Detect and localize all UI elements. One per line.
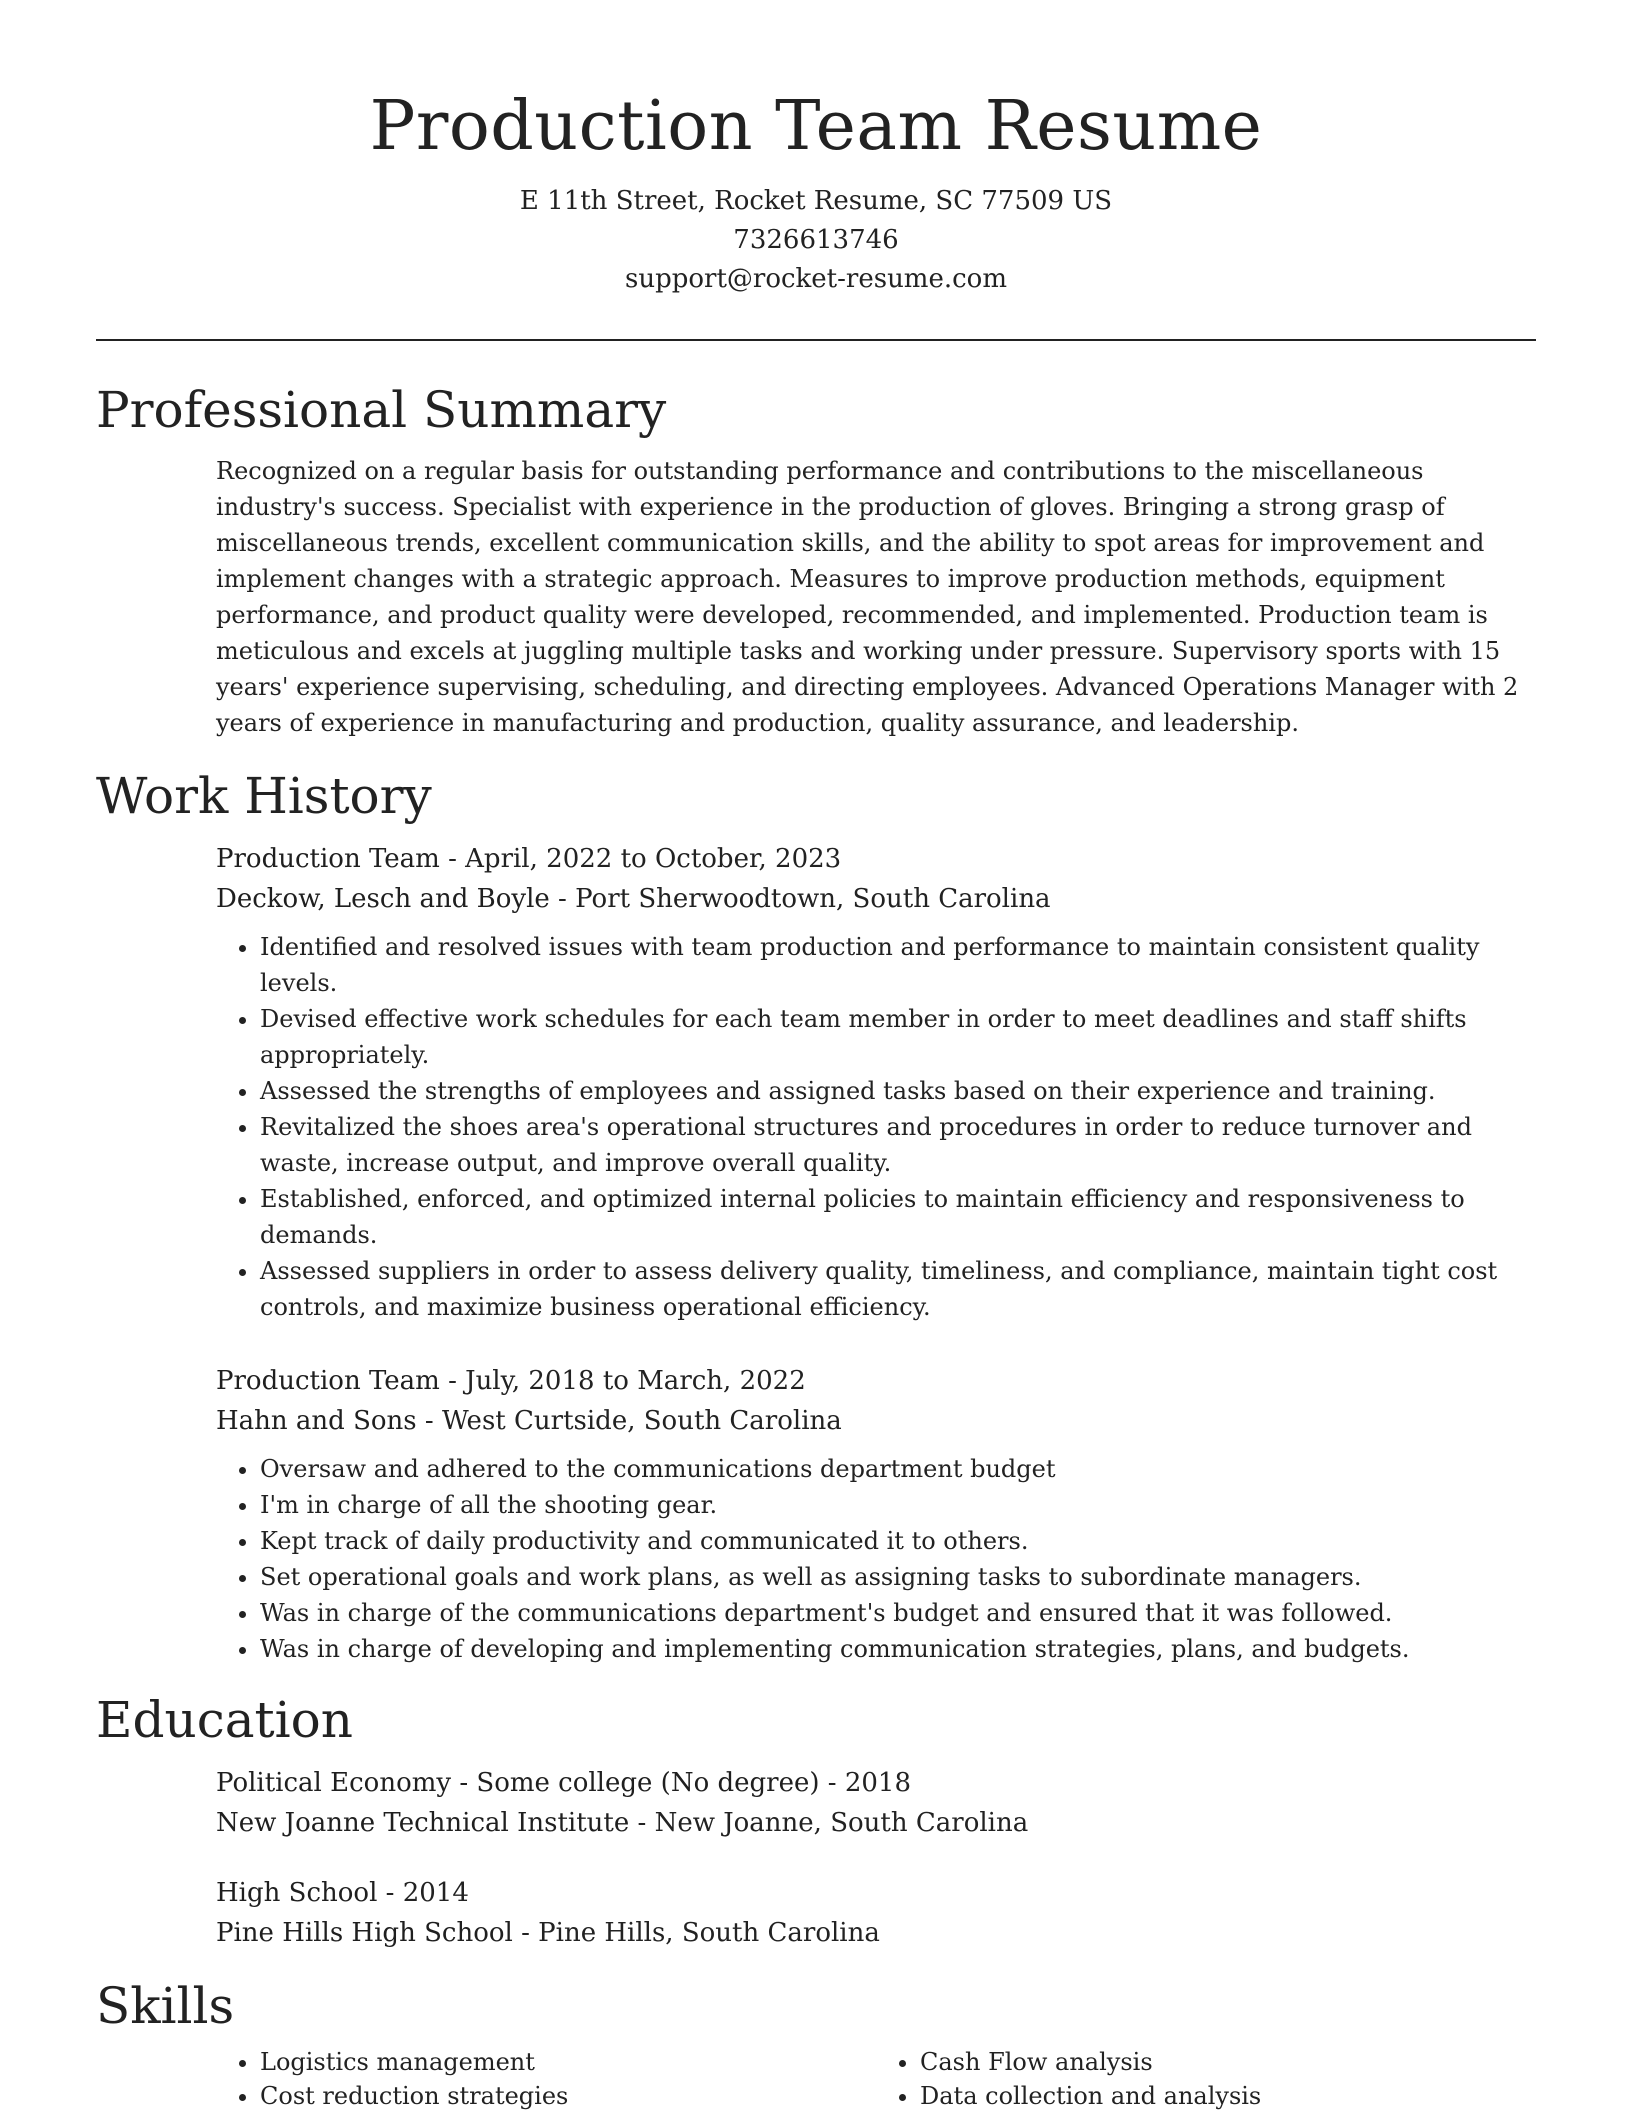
list-item: • Kept track of daily productivity and communicated it to others. — [260, 1523, 1536, 1559]
job-company: Hahn and Sons — [216, 1406, 417, 1436]
job-company-line — [216, 879, 1536, 919]
education-program: Political Economy - Some college (No degree) — [216, 1768, 820, 1798]
education-section — [216, 1763, 1536, 1953]
phone: 7326613746 — [733, 225, 899, 255]
job-role-line — [216, 1361, 1536, 1401]
header-divider — [96, 339, 1536, 341]
education-entry — [216, 1763, 1536, 1843]
education-entry — [216, 1873, 1536, 1953]
work-history-section — [216, 839, 1536, 1667]
education-school-line — [216, 1913, 1536, 1953]
education-location: - Pine Hills, South Carolina — [512, 1918, 880, 1948]
list-item: • I'm in charge of all the shooting gear. — [260, 1487, 1536, 1523]
job-bullets — [216, 929, 1536, 1325]
education-location: - New Joanne, South Carolina — [629, 1808, 1029, 1838]
skill-item: • Logistics management — [260, 2045, 876, 2079]
education-program-line — [216, 1873, 1536, 1913]
job-dates: - April, 2022 to October, 2023 — [439, 844, 842, 874]
summary-text: Recognized on a regular basis for outstanding performance and contributions to the miscellaneous industry's success. Specialist with experience in the production of gloves. Bringing a strong grasp of miscellaneous trends, excellent communication skills, and the ability to spot areas for improvement and implement changes with a strategic approach. Measures to improve production methods, equipment performance, and product quality were developed, recommended, and implemented. Production team is meticulous and excels at juggling multiple tasks and working under pressure. Supervisory sports with 15 years' experience supervising, scheduling, and directing employees. Advanced Operations Manager with 2 years of experience in manufacturing and production, quality assurance, and leadership. — [216, 457, 1519, 737]
list-item: • Devised effective work schedules for each team member in order to meet deadlines and staff shifts appropriately. — [260, 1001, 1536, 1073]
summary-heading: Professional Summary — [96, 381, 667, 439]
list-item: • Identified and resolved issues with team production and performance to maintain consistent quality levels. — [260, 929, 1536, 1001]
skills-section — [216, 2045, 1536, 2113]
list-item: • Revitalized the shoes area's operational structures and procedures in order to reduce turnover and waste, increase output, and improve overall quality. — [260, 1109, 1536, 1181]
resume-page — [96, 0, 1536, 2113]
list-item: • Was in charge of developing and implementing communication strategies, plans, and budgets. — [260, 1631, 1536, 1667]
summary-section — [216, 453, 1536, 741]
job-company: Deckow, Lesch and Boyle — [216, 884, 550, 914]
job-bullets — [216, 1451, 1536, 1667]
list-item: • Oversaw and adhered to the communications department budget — [260, 1451, 1536, 1487]
work-history-heading: Work History — [96, 767, 432, 825]
job-role-line — [216, 839, 1536, 879]
list-item: • Established, enforced, and optimized internal policies to maintain efficiency and responsiveness to demands. — [260, 1181, 1536, 1253]
skills-heading: Skills — [96, 1977, 235, 2035]
education-year: - 2018 — [819, 1768, 911, 1798]
education-program: High School — [216, 1878, 378, 1908]
list-item: • Was in charge of the communications department's budget and ensured that it was followed. — [260, 1595, 1536, 1631]
job-role: Production Team — [216, 1366, 440, 1396]
education-school: Pine Hills High School — [216, 1918, 513, 1948]
address: E 11th Street, Rocket Resume, SC 77509 US — [519, 186, 1113, 216]
list-item: • Assessed the strengths of employees and assigned tasks based on their experience and training. — [260, 1073, 1536, 1109]
list-item: • Assessed suppliers in order to assess delivery quality, timeliness, and compliance, maintain tight cost controls, and maximize business operational efficiency. — [260, 1253, 1536, 1325]
job-location: - Port Sherwoodtown, South Carolina — [549, 884, 1051, 914]
skill-item: • Cash Flow analysis — [920, 2045, 1536, 2079]
education-school: New Joanne Technical Institute — [216, 1808, 630, 1838]
job-company-line — [216, 1401, 1536, 1441]
education-year: - 2014 — [377, 1878, 469, 1908]
email: support@rocket-resume.com — [624, 264, 1007, 294]
skill-item: • Data collection and analysis — [920, 2079, 1536, 2113]
job-entry — [216, 839, 1536, 1325]
job-entry — [216, 1361, 1536, 1667]
education-heading: Education — [96, 1691, 353, 1749]
job-dates: - July, 2018 to March, 2022 — [439, 1366, 806, 1396]
education-school-line — [216, 1803, 1536, 1843]
skills-list-left — [216, 2045, 876, 2113]
job-location: - West Curtside, South Carolina — [416, 1406, 842, 1436]
education-program-line — [216, 1763, 1536, 1803]
skills-list-right — [876, 2045, 1536, 2113]
skill-item: • Cost reduction strategies — [260, 2079, 876, 2113]
list-item: • Set operational goals and work plans, as well as assigning tasks to subordinate managers. — [260, 1559, 1536, 1595]
contact-block — [96, 182, 1536, 299]
resume-title: Production Team Resume — [369, 87, 1263, 166]
job-role: Production Team — [216, 844, 440, 874]
